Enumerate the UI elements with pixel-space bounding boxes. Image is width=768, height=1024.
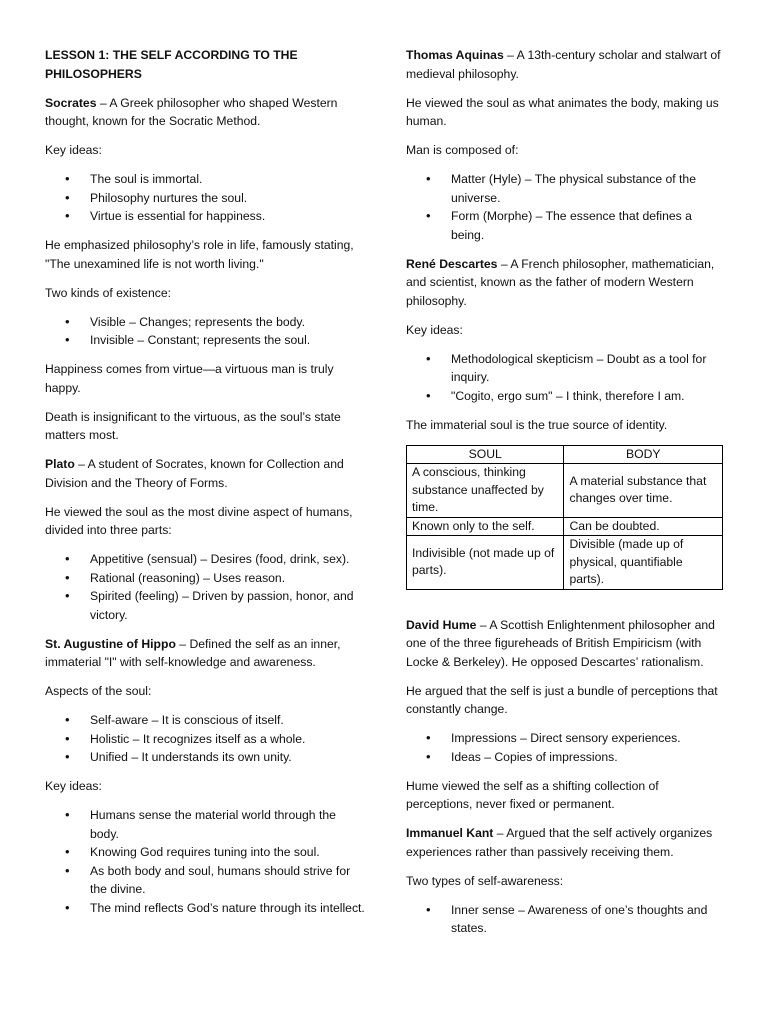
socrates-existence-label: Two kinds of existence: — [45, 285, 171, 300]
list-item: • Virtue is essential for happiness. — [45, 207, 367, 226]
augustine-aspects-label: Aspects of the soul: — [45, 684, 152, 698]
list-item: • Holistic – It recognizes itself as a whole. — [45, 730, 367, 749]
socrates-paragraph: He emphasized philosophy’s role in life, famously stating, "The unexamined life is not worth living." — [45, 238, 354, 271]
list-item: • Rational (reasoning) – Uses reason. — [45, 569, 367, 588]
plato-paragraph: He viewed the soul as the most divine aspect of humans, divided into three parts: — [45, 504, 353, 537]
list-item: • Visible – Changes; represents the body. — [45, 313, 367, 332]
lesson-title: LESSON 1: THE SELF ACCORDING TO THE PHILOSOPHERS — [45, 48, 298, 81]
soul-body-table — [406, 445, 723, 590]
table-header-row — [407, 445, 723, 464]
hume-intro — [406, 616, 724, 672]
kant-types-list — [406, 901, 724, 938]
descartes-paragraph: The immaterial soul is the true source of identity. — [406, 417, 668, 432]
list-item: • "Cogito, ergo sum" – I think, therefore I am. — [406, 387, 724, 406]
list-item: • Knowing God requires tuning into the soul. — [45, 843, 367, 862]
hume-name: David Hume — [406, 617, 477, 632]
table-cell: A material substance that changes over time. — [564, 464, 723, 518]
socrates-existence-list — [45, 313, 367, 350]
socrates-paragraph: Death is insignificant to the virtuous, as the soul’s state matters most. — [45, 409, 341, 442]
list-item: • Invisible – Constant; represents the soul. — [45, 331, 367, 350]
table-header: SOUL — [407, 445, 564, 464]
kant-name: Immanuel Kant — [406, 826, 494, 840]
list-item: • Inner sense – Awareness of one’s thoughts and states. — [406, 901, 724, 938]
table-cell: A conscious, thinking substance unaffected by time. — [407, 464, 564, 518]
list-item: • Unified – It understands its own unity. — [45, 748, 367, 767]
list-item: • As both body and soul, humans should strive for the divine. — [45, 862, 367, 899]
list-item: • Impressions – Direct sensory experiences. — [406, 729, 724, 748]
socrates-paragraph: Happiness comes from virtue—a virtuous man is truly happy. — [45, 362, 334, 395]
plato-parts-list — [45, 550, 367, 624]
list-item: • The mind reflects God’s nature through its intellect. — [45, 899, 367, 918]
table-cell: Known only to the self. — [407, 517, 564, 536]
plato-name: Plato — [45, 457, 75, 471]
descartes-intro — [406, 255, 724, 311]
descartes-key-ideas-list — [406, 350, 724, 406]
table-cell: Indivisible (not made up of parts). — [407, 536, 564, 590]
augustine-name: St. Augustine of Hippo — [45, 636, 176, 651]
plato-intro — [45, 455, 367, 492]
list-item: • Ideas – Copies of impressions. — [406, 748, 724, 767]
aquinas-intro — [406, 46, 724, 83]
aquinas-paragraph: He viewed the soul as what animates the body, making us human. — [406, 95, 719, 128]
kant-types-label: Two types of self-awareness: — [406, 873, 564, 888]
kant-desc: – Argued that the self actively organizes experiences rather than passively receiving them. — [406, 826, 713, 859]
left-column — [45, 46, 367, 928]
table-row — [407, 517, 723, 536]
table-cell: Can be doubted. — [564, 517, 723, 536]
hume-desc: – A Scottish Enlightenment philosopher and one of the three figureheads of British Empiricism (with Locke & Berkeley). He opposed Descartes’ rationalism. — [406, 617, 715, 669]
list-item: • Matter (Hyle) – The physical substance of the universe. — [406, 170, 724, 207]
socrates-name: Socrates — [45, 95, 97, 110]
table-cell: Divisible (made up of physical, quantifiable parts). — [564, 536, 723, 590]
table-header: BODY — [564, 445, 723, 464]
table-row — [407, 464, 723, 518]
aquinas-composed-label: Man is composed of: — [406, 143, 519, 157]
augustine-desc: – Defined the self as an inner, immaterial "I" with self-knowledge and awareness. — [45, 636, 341, 669]
list-item: • Self-aware – It is conscious of itself. — [45, 711, 367, 730]
list-item: • Philosophy nurtures the soul. — [45, 189, 367, 208]
augustine-intro — [45, 635, 367, 672]
table-row — [407, 536, 723, 590]
right-column — [406, 46, 724, 948]
list-item: • Appetitive (sensual) – Desires (food, drink, sex). — [45, 550, 367, 569]
list-item: • Spirited (feeling) – Driven by passion, honor, and victory. — [45, 587, 367, 624]
plato-desc: – A student of Socrates, known for Collection and Division and the Theory of Forms. — [45, 457, 344, 490]
socrates-desc: – A Greek philosopher who shaped Western thought, known for the Socratic Method. — [45, 95, 338, 128]
socrates-key-ideas-label: Key ideas: — [45, 143, 102, 157]
aquinas-desc: – A 13th-century scholar and stalwart of medieval philosophy. — [406, 48, 721, 81]
descartes-name: René Descartes — [406, 256, 498, 271]
aquinas-name: Thomas Aquinas — [406, 48, 504, 62]
list-item: • Humans sense the material world through the body. — [45, 806, 367, 843]
socrates-key-ideas-list — [45, 170, 367, 226]
hume-paragraph: Hume viewed the self as a shifting collection of perceptions, never fixed or permanent. — [406, 778, 659, 811]
aquinas-composed-list — [406, 170, 724, 244]
table-spacer — [406, 600, 724, 616]
hume-paragraph: He argued that the self is just a bundle of perceptions that constantly change. — [406, 683, 718, 716]
list-item: • Form (Morphe) – The essence that defines a being. — [406, 207, 724, 244]
augustine-aspects-list — [45, 711, 367, 767]
list-item: • Methodological skepticism – Doubt as a tool for inquiry. — [406, 350, 724, 387]
descartes-desc: – A French philosopher, mathematician, and scientist, known as the father of modern Western philosophy. — [406, 256, 715, 308]
kant-intro — [406, 824, 724, 861]
hume-items-list — [406, 729, 724, 766]
socrates-intro — [45, 94, 367, 131]
list-item: • The soul is immortal. — [45, 170, 367, 189]
descartes-key-ideas-label: Key ideas: — [406, 322, 463, 337]
augustine-key-ideas-label: Key ideas: — [45, 779, 102, 793]
augustine-key-ideas-list — [45, 806, 367, 917]
